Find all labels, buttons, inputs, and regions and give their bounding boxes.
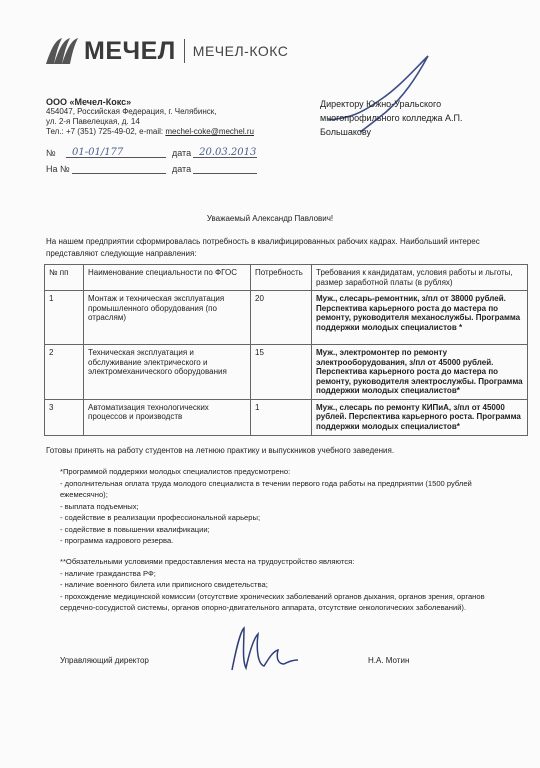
row-requirements: Муж., слесарь по ремонту КИПиА, з/пл от 45000 рублей. Перспектива карьерного роста. Программа поддержки молодых специалистов* (312, 399, 528, 435)
table-row (45, 399, 528, 435)
footnote-conditions (60, 556, 500, 614)
addressee-line3: Большакову (320, 127, 372, 137)
footnote-support-program (60, 466, 500, 547)
footnote-title: **Обязательными условиями предоставления места на трудоустройство являются: (60, 557, 355, 566)
addressee-line2: многопрофильного колледжа А.П. (320, 113, 463, 123)
intro-paragraph: На нашем предприятии сформировалась потребность в квалифицированных рабочих кадрах. Наибольший интерес представляют следующие направления: (46, 237, 480, 258)
footnote-item: - дополнительная оплата труда молодого специалиста в течении первого года работы на предприятии (1500 рублей ежемесячно); (60, 478, 472, 499)
sender-contacts (46, 127, 254, 137)
row-need: 1 (251, 399, 312, 435)
ref-date-value: 20.03.2013 (199, 147, 257, 158)
row-requirements: Муж., слесарь-ремонтник, з/пл от 38000 рублей. Перспектива карьерного роста до мастера по ремонту, руководителя механослужбы. Программа поддержки молодых специалистов * (312, 291, 528, 345)
footnote-item: - прохождение медицинской комиссии (отсутствие хронических заболеваний органов дыхания, органов зрения, органов сердечно-сосудистой системы, органов опорно-двигательного аппарата, отсутствие онкологических заболеваний). (60, 591, 485, 612)
footnote-item: - наличие военного билета или приписного свидетельства; (60, 580, 268, 589)
sender-block (46, 97, 254, 137)
row-need: 15 (251, 345, 312, 400)
sender-org: ООО «Мечел-Кокс» (46, 97, 132, 107)
row-number: 3 (45, 399, 84, 435)
table-row (45, 345, 528, 400)
ref-no-label: № (46, 148, 56, 158)
sender-email-link[interactable]: mechel-coke@mechel.ru (165, 127, 254, 136)
row-specialty: Монтаж и техническая эксплуатация промышленного оборудования (по отраслям) (84, 291, 251, 345)
addressee-block (320, 97, 490, 139)
logo-subsidiary: МЕЧЕЛ-КОКС (192, 43, 289, 59)
requirements-table (44, 264, 528, 436)
row-number: 2 (45, 345, 84, 400)
logo-name: МЕЧЕЛ (84, 36, 176, 65)
ref-no-line (66, 146, 166, 158)
row-specialty: Техническая эксплуатация и обслуживание электрического и электромеханического оборудования (84, 345, 251, 400)
addressee-line1: Директору Южно-Уральского (320, 99, 442, 109)
footnote-title: *Программой поддержки молодых специалистов предусмотрено: (60, 467, 291, 476)
sender-phone: Тел.: +7 (351) 725-49-02, e-mail: (46, 127, 166, 136)
signature-icon (222, 620, 302, 680)
ref-to-date-line (193, 162, 257, 174)
footnote-item: - содействие в повышении квалификации; (60, 524, 210, 534)
signatory-title: Управляющий директор (60, 656, 149, 665)
footnote-item: - программа кадрового резерва. (60, 536, 174, 545)
signatory-name: Н.А. Мотин (368, 656, 410, 665)
salutation: Уважаемый Александр Павлович! (206, 214, 334, 223)
ref-to-label: На № (46, 164, 70, 174)
row-number: 1 (45, 291, 84, 345)
row-need: 20 (251, 291, 312, 345)
footnote-item: - содействие в реализации профессиональной карьеры; (60, 513, 261, 522)
table-header-requirements: Требования к кандидатам, условия работы и льготы, размер заработной платы (в рублях) (312, 265, 528, 291)
company-logo (42, 36, 288, 66)
ref-no-value: 01-01/177 (72, 147, 124, 158)
footnote-item: - выплата подъемных; (60, 501, 139, 511)
footnote-item: - наличие гражданства РФ; (60, 568, 156, 578)
mechel-logo-icon (42, 36, 82, 66)
ref-to-date-label: дата (172, 164, 192, 174)
table-header-row (45, 265, 528, 291)
table-row (45, 291, 528, 345)
sender-address-line1: 454047, Российская Федерация, г. Челябинск, (46, 107, 217, 116)
table-header-need: Потребность (251, 265, 312, 291)
row-requirements: Муж., электромонтер по ремонту электрооборудования, з/пл от 45000 рублей. Перспектива карьерного роста до мастера по ремонту, руководителя электрослужбы. Программа поддержки молодых специалистов* (312, 345, 528, 400)
table-header-number: № пп (45, 265, 84, 291)
sender-address-line2: ул. 2-я Павелецкая, д. 14 (46, 117, 140, 126)
row-specialty: Автоматизация технологических процессов и производств (84, 399, 251, 435)
incoming-ref-row (46, 162, 257, 174)
outgoing-ref-row (46, 146, 257, 158)
table-header-specialty: Наименование специальности по ФГОС (84, 265, 251, 291)
logo-divider (184, 39, 185, 63)
ref-date-label: дата (172, 148, 192, 158)
ref-to-line (72, 162, 166, 174)
ref-date-line (193, 146, 257, 158)
ready-note: Готовы принять на работу студентов на летнюю практику и выпускников учебного заведения. (46, 446, 395, 455)
